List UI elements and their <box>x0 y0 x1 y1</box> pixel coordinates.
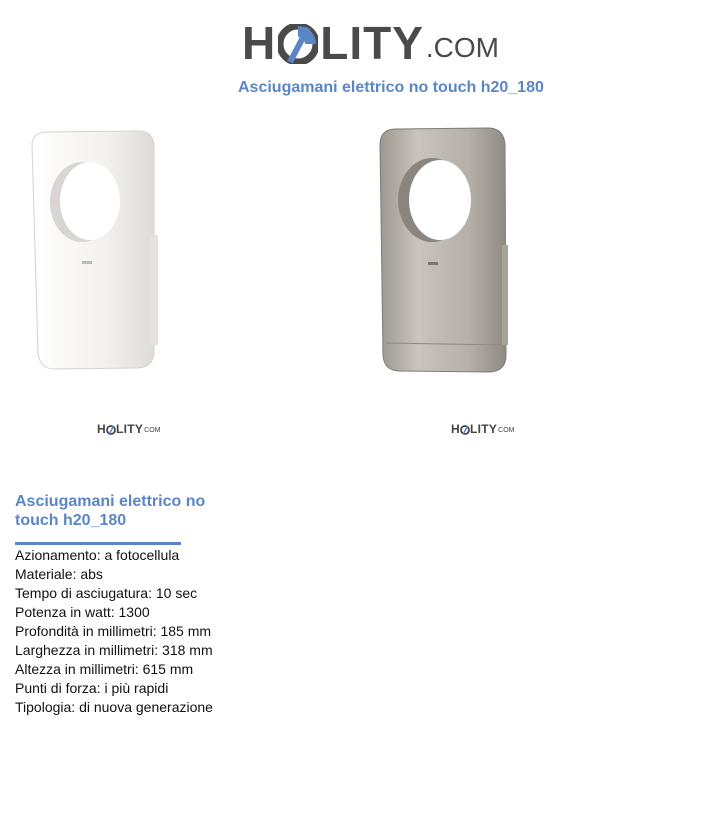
spec-item: Tipologia: di nuova generazione <box>15 699 213 715</box>
brand-letters-lity: LITY <box>320 17 424 69</box>
product-watermark-logo: H LITY COM <box>451 422 515 436</box>
page-title: Asciugamani elettrico no touch h20_180 <box>238 79 544 96</box>
product-section-title: Asciugamani elettrico no touch h20_180 <box>15 493 206 529</box>
watermark-o-globe-icon <box>106 425 116 435</box>
product-watermark-logo: H LITY COM <box>97 422 161 436</box>
product-image-silver-hand-dryer <box>366 115 546 455</box>
spec-item: Altezza in millimetri: 615 mm <box>15 661 194 677</box>
spec-item: Larghezza in millimetri: 318 mm <box>15 642 213 658</box>
spec-item: Profondità in millimetri: 185 mm <box>15 623 212 639</box>
brand-wordmark <box>242 17 424 69</box>
spec-item: Punti di forza: i più rapidi <box>15 680 169 696</box>
spec-item: Tempo di asciugatura: 10 sec <box>15 585 198 601</box>
spec-item: Potenza in watt: 1300 <box>15 604 150 620</box>
spec-item: Materiale: abs <box>15 566 103 582</box>
section-divider <box>15 542 181 545</box>
brand-suffix: .COM <box>425 32 500 63</box>
product-image-white-hand-dryer <box>20 115 200 455</box>
brand-o-globe-icon <box>278 24 318 64</box>
spec-item: Azionamento: a fotocellula <box>15 547 180 563</box>
watermark-o-globe-icon <box>460 425 470 435</box>
brand-letter-h: H <box>242 17 277 69</box>
spec-list <box>15 546 213 717</box>
brand-logo <box>242 12 500 69</box>
